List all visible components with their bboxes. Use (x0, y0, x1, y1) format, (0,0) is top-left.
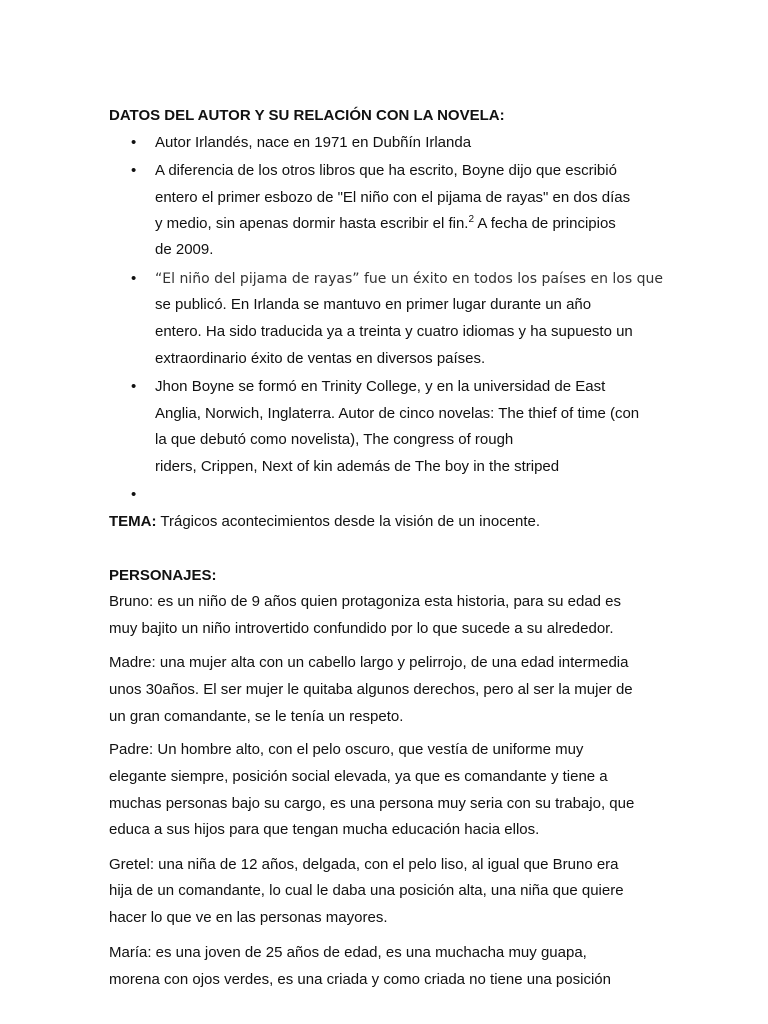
madre-line-2: unos 30años. El ser mujer le quitaba algunos derechos, pero al ser la mujer de (109, 681, 633, 698)
gretel-line-2: hija de un comandante, lo cual le daba una posición alta, una niña que quiere (109, 882, 624, 899)
tema-text: Trágicos acontecimientos desde la visión de un inocente. (156, 513, 541, 530)
gretel-line-1: Gretel: una niña de 12 años, delgada, con el pelo liso, al igual que Bruno era (109, 856, 619, 873)
padre-line-2: elegante siempre, posición social elevada, ya que es comandante y tiene a (109, 768, 608, 785)
author-bullet-4-line-1: Jhon Boyne se formó en Trinity College, y en la universidad de East (155, 378, 606, 395)
author-bullet-3-line-4: extraordinario éxito de ventas en diversos países. (155, 350, 486, 367)
author-bullet-3-line-1: “El niño del pijama de rayas” fue un éxito en todos los países en los que (155, 271, 663, 287)
personajes-heading: PERSONAJES: (109, 567, 217, 584)
author-bullet-3-line-3: entero. Ha sido traducida ya a treinta y cuatro idiomas y ha supuesto un (155, 323, 633, 340)
padre-line-1: Padre: Un hombre alto, con el pelo oscuro, que vestía de uniforme muy (109, 741, 584, 758)
tema-line (109, 513, 540, 531)
author-bullet-2-line-3 (155, 215, 616, 233)
author-bullet-2-line-3-text: y medio, sin apenas dormir hasta escribir el fin. (155, 215, 469, 232)
madre-line-1: Madre: una mujer alta con un cabello largo y pelirrojo, de una edad intermedia (109, 654, 629, 671)
footnote-reference: 2 (468, 214, 475, 225)
madre-line-3: un gran comandante, se le tenía un respeto. (109, 708, 404, 725)
bullet-icon: • (131, 270, 137, 287)
bruno-line-2: muy bajito un niño introvertido confundido por lo que sucede a su alrededor. (109, 620, 614, 637)
author-bullet-2-line-1: A diferencia de los otros libros que ha escrito, Boyne dijo que escribió (155, 162, 617, 179)
gretel-line-3: hacer lo que ve en las personas mayores. (109, 909, 388, 926)
bullet-icon: • (131, 134, 137, 151)
padre-line-3: muchas personas bajo su cargo, es una persona muy seria con su trabajo, que (109, 795, 635, 812)
padre-line-4: educa a sus hijos para que tengan mucha educación hacia ellos. (109, 821, 540, 838)
author-bullet-2-line-3-text-cont: A fecha de principios (474, 215, 616, 232)
author-section-heading: DATOS DEL AUTOR Y SU RELACIÓN CON LA NOVELA: (109, 107, 505, 124)
author-bullet-4-line-2: Anglia, Norwich, Inglaterra. Autor de cinco novelas: The thief of time (con (155, 405, 640, 422)
bullet-icon: • (131, 378, 137, 395)
maria-line-1: María: es una joven de 25 años de edad, es una muchacha muy guapa, (109, 944, 587, 961)
author-bullet-2-line-4: de 2009. (155, 241, 214, 258)
tema-label: TEMA: (109, 513, 157, 530)
author-bullet-1-line-1: Autor Irlandés, nace en 1971 en Dubñín Irlanda (155, 134, 472, 151)
bruno-line-1: Bruno: es un niño de 9 años quien protagoniza esta historia, para su edad es (109, 593, 622, 610)
author-bullet-2-line-2: entero el primer esbozo de "El niño con el pijama de rayas" en dos días (155, 189, 631, 206)
bullet-icon: • (131, 486, 137, 503)
bullet-icon: • (131, 162, 137, 179)
author-bullet-3-line-2: se publicó. En Irlanda se mantuvo en primer lugar durante un año (155, 296, 592, 313)
maria-line-2: morena con ojos verdes, es una criada y como criada no tiene una posición (109, 971, 611, 988)
author-bullet-4-line-4: riders, Crippen, Next of kin además de The boy in the striped (155, 458, 560, 475)
author-bullet-4-line-3: la que debutó como novelista), The congress of rough (155, 431, 514, 448)
